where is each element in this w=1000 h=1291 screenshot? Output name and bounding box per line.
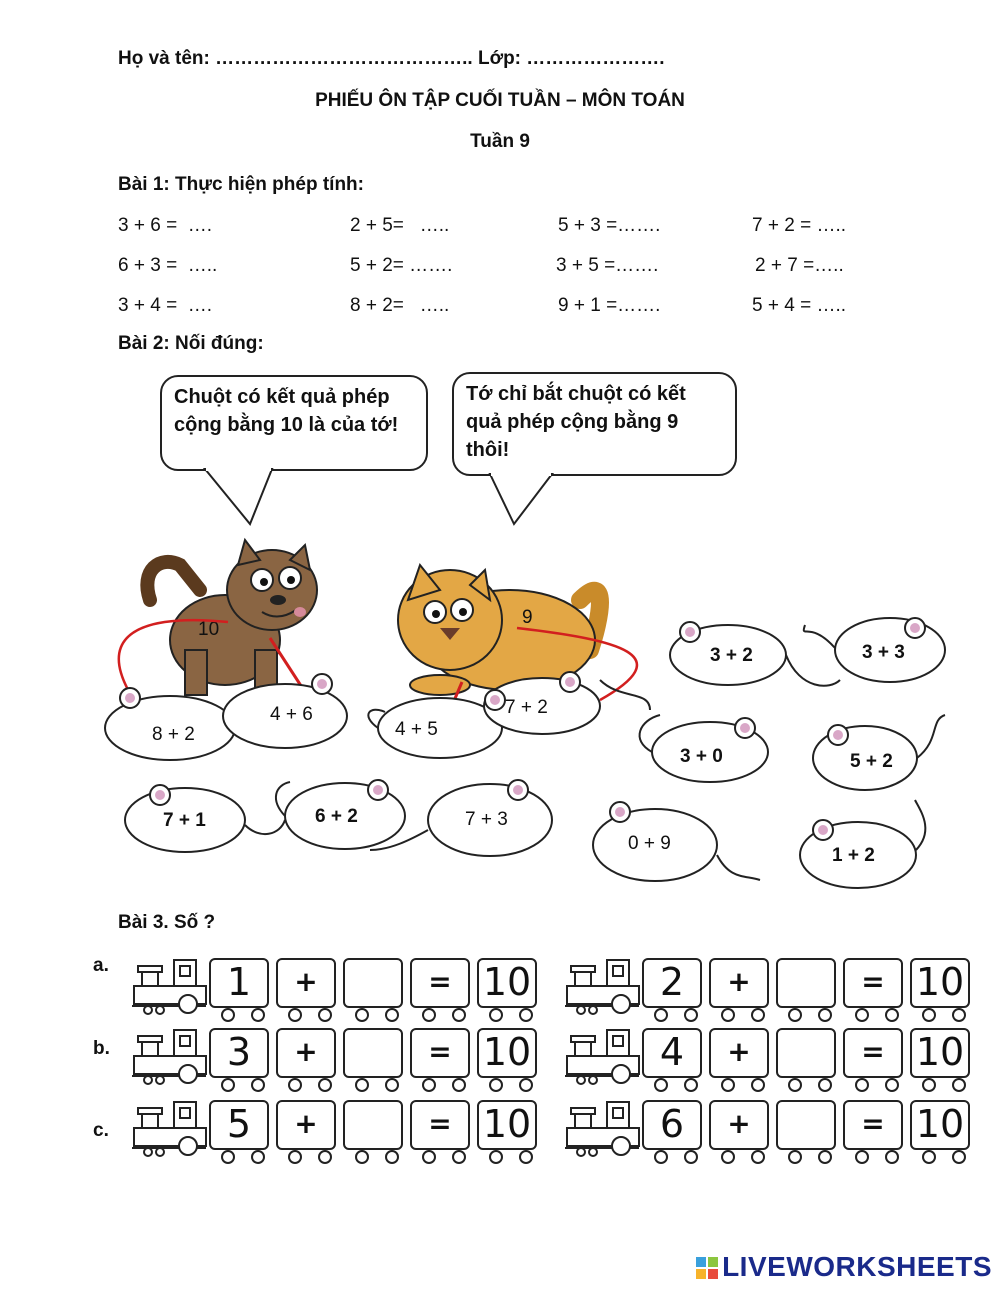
wheel-icon bbox=[788, 1008, 802, 1022]
train-car-result: 10 bbox=[477, 958, 537, 1008]
wheel-icon bbox=[318, 1008, 332, 1022]
mouse-label: 7 + 2 bbox=[505, 697, 548, 718]
bubble-tail-right bbox=[490, 474, 552, 524]
row-label-b: b. bbox=[93, 1038, 110, 1059]
mouse-label: 3 + 3 bbox=[862, 642, 905, 663]
wheel-icon bbox=[288, 1008, 302, 1022]
wheel-icon bbox=[721, 1008, 735, 1022]
locomotive-icon bbox=[130, 1100, 208, 1160]
mouse-label: 3 + 2 bbox=[710, 645, 753, 666]
train-car-blank[interactable] bbox=[343, 1028, 403, 1078]
train-car-number: 4 bbox=[642, 1028, 702, 1078]
train-car-result: 10 bbox=[477, 1100, 537, 1150]
wheel-icon bbox=[885, 1008, 899, 1022]
mouse-label: 7 + 3 bbox=[465, 809, 508, 830]
speech-bubble-left: Chuột có kết quả phép cộng bằng 10 là của tớ! bbox=[160, 375, 428, 471]
train-row bbox=[563, 1028, 963, 1088]
train-car-result: 10 bbox=[477, 1028, 537, 1078]
train-car-blank[interactable] bbox=[343, 1100, 403, 1150]
wheel-icon bbox=[885, 1078, 899, 1092]
wheel-icon bbox=[654, 1150, 668, 1164]
equation: 3 + 6 = …. bbox=[118, 215, 212, 236]
wheel-icon bbox=[355, 1008, 369, 1022]
wheel-icon bbox=[818, 1008, 832, 1022]
wheel-icon bbox=[751, 1150, 765, 1164]
mouse-label: 7 + 1 bbox=[163, 810, 206, 831]
cat-label-10: 10 bbox=[198, 619, 220, 640]
equation: 2 + 7 =….. bbox=[755, 255, 844, 276]
wheel-icon bbox=[952, 1008, 966, 1022]
wheel-icon bbox=[519, 1150, 533, 1164]
wheel-icon bbox=[952, 1150, 966, 1164]
wheel-icon bbox=[519, 1078, 533, 1092]
wheel-icon bbox=[855, 1008, 869, 1022]
wheel-icon bbox=[489, 1008, 503, 1022]
train-car-plus: + bbox=[276, 1100, 336, 1150]
train-car-result: 10 bbox=[910, 1028, 970, 1078]
exercise3-title: Bài 3. Số ? bbox=[118, 912, 216, 933]
wheel-icon bbox=[788, 1150, 802, 1164]
wheel-icon bbox=[221, 1150, 235, 1164]
mouse-label: 5 + 2 bbox=[850, 751, 893, 772]
wheel-icon bbox=[385, 1008, 399, 1022]
locomotive-icon bbox=[563, 1028, 641, 1088]
wheel-icon bbox=[251, 1008, 265, 1022]
train-car-number: 2 bbox=[642, 958, 702, 1008]
name-class-line: Họ và tên: ………………………………….. Lớp: …………………. bbox=[118, 48, 665, 69]
week-label: Tuần 9 bbox=[470, 131, 530, 152]
wheel-icon bbox=[922, 1078, 936, 1092]
train-car-plus: + bbox=[709, 1100, 769, 1150]
wheel-icon bbox=[885, 1150, 899, 1164]
wheel-icon bbox=[855, 1150, 869, 1164]
train-row bbox=[130, 1100, 530, 1160]
wheel-icon bbox=[355, 1150, 369, 1164]
mouse-label: 3 + 0 bbox=[680, 746, 723, 767]
equation: 3 + 5 =……. bbox=[556, 255, 659, 276]
locomotive-icon bbox=[130, 1028, 208, 1088]
equation: 7 + 2 = ….. bbox=[752, 215, 846, 236]
train-row bbox=[130, 1028, 530, 1088]
mouse-label: 8 + 2 bbox=[152, 724, 195, 745]
train-row bbox=[563, 1100, 963, 1160]
train-car-equals: = bbox=[410, 1028, 470, 1078]
wheel-icon bbox=[318, 1078, 332, 1092]
wheel-icon bbox=[519, 1008, 533, 1022]
speech-bubble-right: Tớ chỉ bắt chuột có kết quả phép cộng bằng 9 thôi! bbox=[452, 372, 737, 476]
wheel-icon bbox=[385, 1150, 399, 1164]
wheel-icon bbox=[422, 1078, 436, 1092]
wheel-icon bbox=[452, 1078, 466, 1092]
train-car-equals: = bbox=[843, 1100, 903, 1150]
train-car-plus: + bbox=[276, 1028, 336, 1078]
train-car-number: 6 bbox=[642, 1100, 702, 1150]
wheel-icon bbox=[251, 1078, 265, 1092]
train-row bbox=[130, 958, 530, 1018]
wheel-icon bbox=[355, 1078, 369, 1092]
train-car-number: 1 bbox=[209, 958, 269, 1008]
train-car-equals: = bbox=[410, 958, 470, 1008]
locomotive-icon bbox=[130, 958, 208, 1018]
train-car-plus: + bbox=[709, 958, 769, 1008]
wheel-icon bbox=[788, 1078, 802, 1092]
train-car-number: 5 bbox=[209, 1100, 269, 1150]
equation: 5 + 4 = ….. bbox=[752, 295, 846, 316]
train-car-result: 10 bbox=[910, 1100, 970, 1150]
wheel-icon bbox=[654, 1078, 668, 1092]
wheel-icon bbox=[452, 1150, 466, 1164]
equation: 2 + 5= ….. bbox=[350, 215, 450, 236]
locomotive-icon bbox=[563, 1100, 641, 1160]
bubble-tail-left bbox=[205, 469, 272, 524]
train-car-equals: = bbox=[410, 1100, 470, 1150]
wheel-icon bbox=[452, 1008, 466, 1022]
wheel-icon bbox=[251, 1150, 265, 1164]
wheel-icon bbox=[922, 1150, 936, 1164]
wheel-icon bbox=[654, 1008, 668, 1022]
wheel-icon bbox=[721, 1150, 735, 1164]
wheel-icon bbox=[489, 1150, 503, 1164]
train-car-result: 10 bbox=[910, 958, 970, 1008]
cat-label-9: 9 bbox=[522, 607, 533, 628]
wheel-icon bbox=[721, 1078, 735, 1092]
worksheet-title: PHIẾU ÔN TẬP CUỐI TUẦN – MÔN TOÁN bbox=[315, 90, 685, 111]
logo-icon bbox=[696, 1257, 718, 1279]
wheel-icon bbox=[221, 1008, 235, 1022]
equation: 6 + 3 = ….. bbox=[118, 255, 218, 276]
train-car-blank[interactable] bbox=[776, 1100, 836, 1150]
wheel-icon bbox=[288, 1078, 302, 1092]
wheel-icon bbox=[855, 1078, 869, 1092]
wheel-icon bbox=[422, 1008, 436, 1022]
wheel-icon bbox=[684, 1078, 698, 1092]
train-car-plus: + bbox=[709, 1028, 769, 1078]
equation: 5 + 3 =……. bbox=[558, 215, 661, 236]
locomotive-icon bbox=[563, 958, 641, 1018]
train-car-blank[interactable] bbox=[343, 958, 403, 1008]
mouse-label: 0 + 9 bbox=[628, 833, 671, 854]
train-row bbox=[563, 958, 963, 1018]
wheel-icon bbox=[221, 1078, 235, 1092]
wheel-icon bbox=[952, 1078, 966, 1092]
wheel-icon bbox=[922, 1008, 936, 1022]
train-car-equals: = bbox=[843, 958, 903, 1008]
exercise1-title: Bài 1: Thực hiện phép tính: bbox=[118, 174, 364, 195]
mouse-label: 6 + 2 bbox=[315, 806, 358, 827]
wheel-icon bbox=[318, 1150, 332, 1164]
train-car-number: 3 bbox=[209, 1028, 269, 1078]
wheel-icon bbox=[751, 1008, 765, 1022]
wheel-icon bbox=[751, 1078, 765, 1092]
equation: 9 + 1 =……. bbox=[558, 295, 661, 316]
row-label-c: c. bbox=[93, 1120, 109, 1141]
wheel-icon bbox=[818, 1150, 832, 1164]
mouse-label: 4 + 5 bbox=[395, 719, 438, 740]
wheel-icon bbox=[684, 1150, 698, 1164]
equation: 8 + 2= ….. bbox=[350, 295, 450, 316]
exercise2-title: Bài 2: Nối đúng: bbox=[118, 333, 264, 354]
liveworksheets-logo: LIVEWORKSHEETS bbox=[696, 1251, 992, 1283]
row-label-a: a. bbox=[93, 955, 109, 976]
equation: 5 + 2= ……. bbox=[350, 255, 453, 276]
wheel-icon bbox=[684, 1008, 698, 1022]
wheel-icon bbox=[422, 1150, 436, 1164]
train-car-plus: + bbox=[276, 958, 336, 1008]
wheel-icon bbox=[288, 1150, 302, 1164]
wheel-icon bbox=[385, 1078, 399, 1092]
train-car-blank[interactable] bbox=[776, 958, 836, 1008]
train-car-blank[interactable] bbox=[776, 1028, 836, 1078]
train-car-equals: = bbox=[843, 1028, 903, 1078]
wheel-icon bbox=[489, 1078, 503, 1092]
equation: 3 + 4 = …. bbox=[118, 295, 212, 316]
mouse-label: 1 + 2 bbox=[832, 845, 875, 866]
wheel-icon bbox=[818, 1078, 832, 1092]
mouse-label: 4 + 6 bbox=[270, 704, 313, 725]
